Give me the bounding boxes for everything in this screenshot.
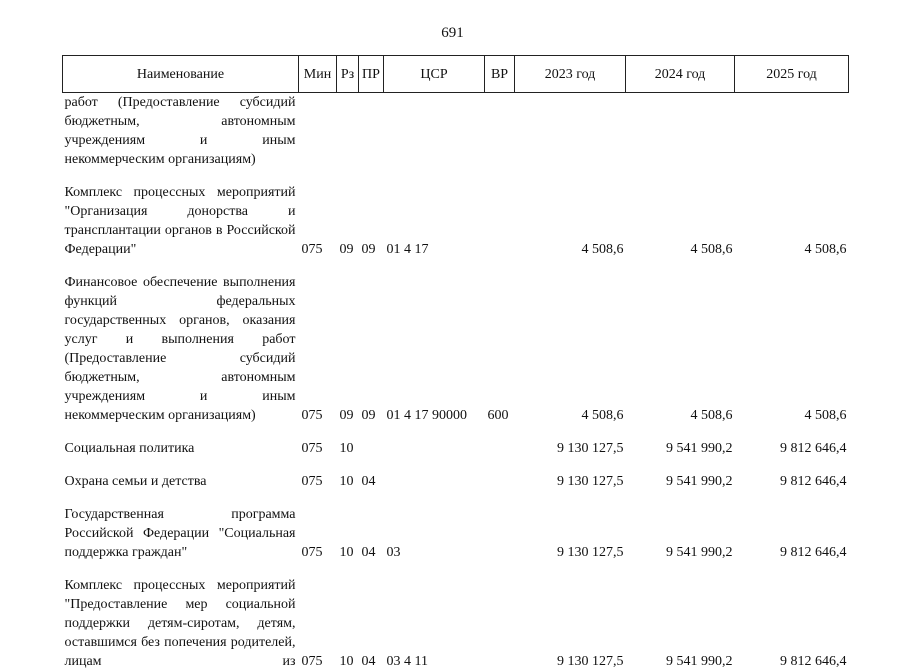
row-csr: 03 bbox=[386, 545, 401, 560]
table-row bbox=[63, 425, 849, 458]
table-row bbox=[63, 169, 849, 259]
row-pr: 09 bbox=[361, 242, 376, 257]
row-2024: 9 541 990,2 bbox=[666, 545, 733, 560]
row-pr: 04 bbox=[361, 654, 376, 669]
row-2024: 9 541 990,2 bbox=[666, 441, 733, 456]
row-pr: 09 bbox=[361, 408, 376, 423]
row-rz: 09 bbox=[339, 242, 354, 257]
table-row bbox=[63, 93, 849, 170]
row-2025: 4 508,6 bbox=[804, 408, 847, 423]
header-pr: ПР bbox=[359, 56, 384, 93]
row-2024 bbox=[626, 93, 735, 170]
row-name: Социальная политика bbox=[64, 441, 195, 456]
row-min: 075 bbox=[301, 242, 323, 257]
row-pr bbox=[359, 93, 384, 170]
row-pr: 04 bbox=[361, 474, 376, 489]
header-rz: Рз bbox=[337, 56, 359, 93]
row-rz: 10 bbox=[339, 441, 354, 456]
row-vr bbox=[485, 491, 515, 562]
row-2024: 4 508,6 bbox=[690, 408, 733, 423]
row-2025: 9 812 646,4 bbox=[780, 474, 847, 489]
row-name: Финансовое обеспечение выполнения функций федеральных государственных органов, оказания услуг и выполнения работ (Предоставление субсидий бюджетным, автономным учреждениям и иным некоммерческим организациям) bbox=[64, 275, 296, 423]
row-min: 075 bbox=[301, 654, 323, 669]
row-min: 075 bbox=[301, 408, 323, 423]
table-row bbox=[63, 562, 849, 671]
row-name: работ (Предоставление субсидий бюджетным, автономным учреждениям и иным некоммерческим организациям) bbox=[64, 95, 296, 167]
row-name: Государственная программа Российской Федерации "Социальная поддержка граждан" bbox=[64, 507, 296, 560]
header-name: Наименование bbox=[63, 56, 299, 93]
row-rz: 10 bbox=[339, 474, 354, 489]
row-csr bbox=[384, 458, 485, 491]
row-csr: 01 4 17 bbox=[386, 242, 429, 257]
row-2024: 4 508,6 bbox=[690, 242, 733, 257]
row-csr bbox=[384, 93, 485, 170]
table-header-row bbox=[63, 56, 849, 93]
row-vr: 600 bbox=[487, 408, 509, 423]
row-2023: 9 130 127,5 bbox=[557, 441, 624, 456]
row-min: 075 bbox=[301, 474, 323, 489]
row-2023: 4 508,6 bbox=[581, 242, 624, 257]
header-vr: ВР bbox=[485, 56, 515, 93]
row-min: 075 bbox=[301, 441, 323, 456]
header-2024: 2024 год bbox=[626, 56, 735, 93]
row-rz bbox=[337, 93, 359, 170]
row-vr bbox=[485, 425, 515, 458]
row-vr bbox=[485, 93, 515, 170]
header-2023: 2023 год bbox=[515, 56, 626, 93]
row-rz: 10 bbox=[339, 654, 354, 669]
row-name: Комплекс процессных мероприятий "Организация донорства и трансплантации органов в Российской Федерации" bbox=[64, 185, 296, 257]
row-2023: 9 130 127,5 bbox=[557, 545, 624, 560]
row-pr bbox=[359, 425, 384, 458]
row-pr: 04 bbox=[361, 545, 376, 560]
header-min: Мин bbox=[299, 56, 337, 93]
row-2024: 9 541 990,2 bbox=[666, 474, 733, 489]
row-2023: 9 130 127,5 bbox=[557, 654, 624, 669]
row-2023: 9 130 127,5 bbox=[557, 474, 624, 489]
row-min: 075 bbox=[301, 545, 323, 560]
header-2025: 2025 год bbox=[735, 56, 849, 93]
row-2025: 9 812 646,4 bbox=[780, 654, 847, 669]
row-csr: 03 4 11 bbox=[386, 654, 428, 669]
row-vr bbox=[485, 562, 515, 671]
header-csr: ЦСР bbox=[384, 56, 485, 93]
row-csr bbox=[384, 425, 485, 458]
row-2024: 9 541 990,2 bbox=[666, 654, 733, 669]
table-row bbox=[63, 458, 849, 491]
row-2025: 9 812 646,4 bbox=[780, 441, 847, 456]
row-name: Охрана семьи и детства bbox=[64, 474, 207, 489]
row-2023 bbox=[515, 93, 626, 170]
row-2025 bbox=[735, 93, 849, 170]
row-csr: 01 4 17 90000 bbox=[386, 408, 467, 423]
table-row bbox=[63, 491, 849, 562]
row-rz: 09 bbox=[339, 408, 354, 423]
row-vr bbox=[485, 169, 515, 259]
budget-table bbox=[62, 55, 849, 671]
row-2023: 4 508,6 bbox=[581, 408, 624, 423]
row-name: Комплекс процессных мероприятий "Предоставление мер социальной поддержки детям-сиротам, детям, оставшимся без попечения родителей, лицам из bbox=[64, 578, 296, 669]
row-2025: 4 508,6 bbox=[804, 242, 847, 257]
row-vr bbox=[485, 458, 515, 491]
row-2025: 9 812 646,4 bbox=[780, 545, 847, 560]
row-min bbox=[299, 93, 337, 170]
row-rz: 10 bbox=[339, 545, 354, 560]
table-row bbox=[63, 259, 849, 425]
page-number: 691 bbox=[441, 25, 464, 41]
